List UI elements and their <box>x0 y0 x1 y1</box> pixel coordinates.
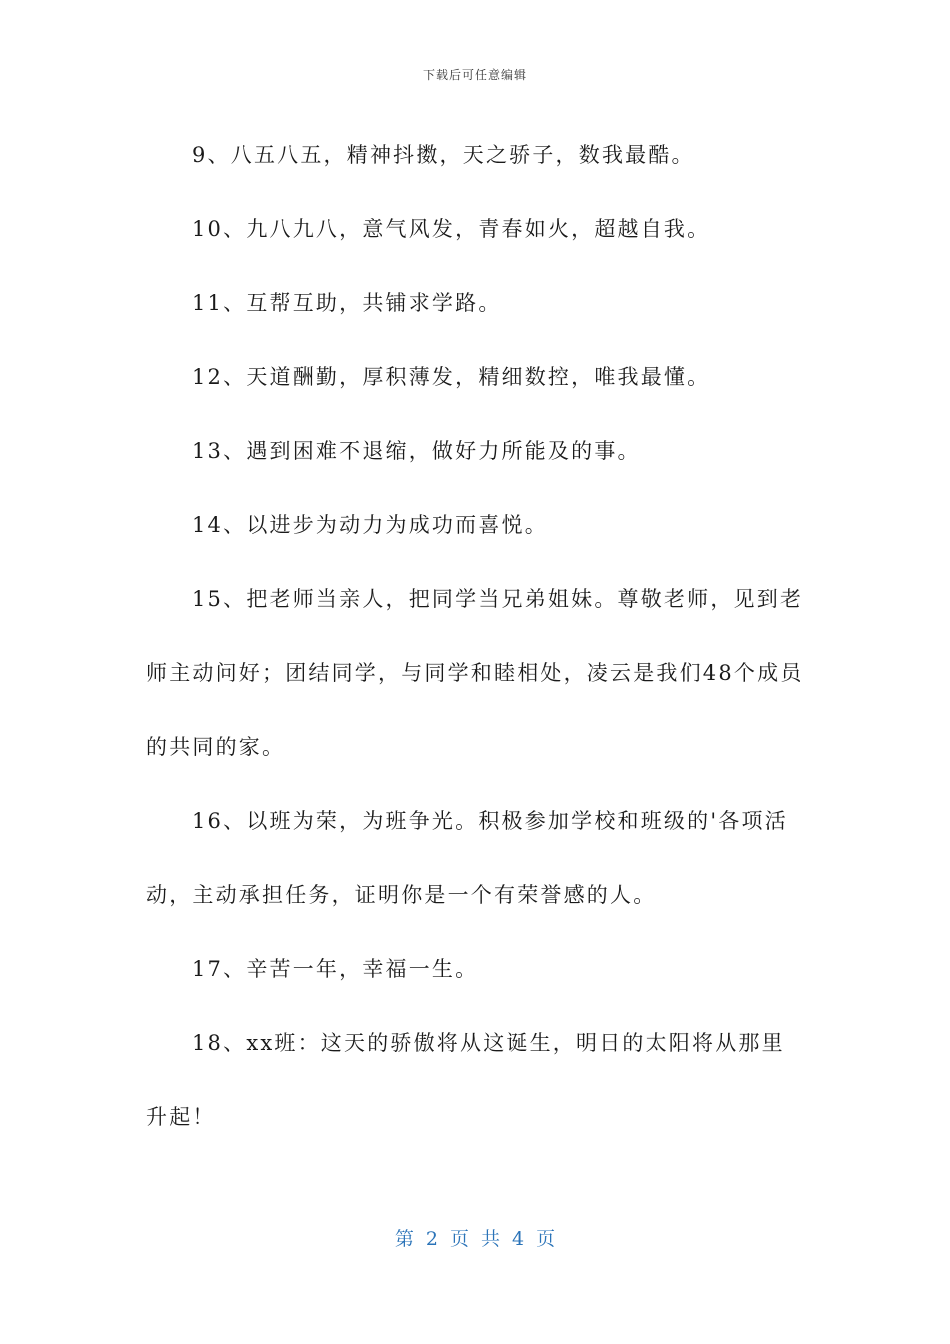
paragraph-14: 14、以进步为动力为成功而喜悦。 <box>192 513 548 537</box>
footer-prefix: 第 <box>394 1228 414 1250</box>
footer-middle: 页 共 <box>449 1228 501 1250</box>
paragraph-12: 12、天道酬勤，厚积薄发，精细数控，唯我最懂。 <box>192 365 711 389</box>
paragraph-15: 15、把老师当亲人，把同学当兄弟姐妹。尊敬老师，见到老师主动问好；团结同学，与同学和睦相处，凌云是我们48个成员的共同的家。 <box>146 587 804 759</box>
paragraph-9: 9、八五八五，精神抖擞，天之骄子，数我最酷。 <box>192 143 695 167</box>
footer-suffix: 页 <box>536 1228 556 1250</box>
paragraph-16: 16、以班为荣，为班争光。积极参加学校和班级的'各项活动，主动承担任务，证明你是一个有荣誉感的人。 <box>146 809 788 907</box>
footer-total-pages: 4 <box>512 1228 525 1250</box>
footer-current-page: 2 <box>425 1228 438 1250</box>
paragraph-17: 17、辛苦一年，幸福一生。 <box>192 957 479 981</box>
header-note: 下载后可任意编辑 <box>422 68 527 82</box>
paragraph-10: 10、九八九八，意气风发，青春如火，超越自我。 <box>192 217 711 241</box>
paragraph-13: 13、遇到困难不退缩，做好力所能及的事。 <box>192 439 641 463</box>
document-body <box>146 118 806 1154</box>
paragraph-11: 11、互帮互助，共铺求学路。 <box>192 291 502 315</box>
page-footer <box>0 1224 950 1251</box>
paragraph-18: 18、xx班：这天的骄傲将从这诞生，明日的太阳将从那里升起！ <box>146 1031 785 1129</box>
